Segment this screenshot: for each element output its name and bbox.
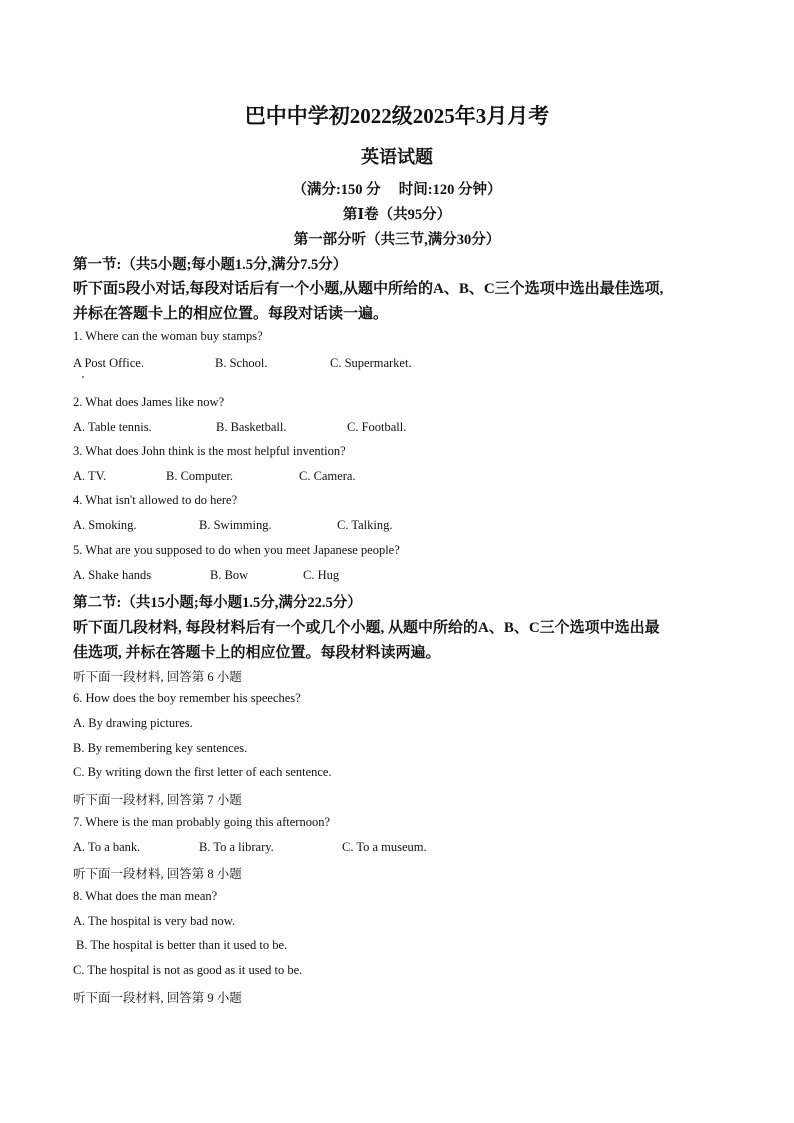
question-8-option-a: A. The hospital is very bad now. — [73, 914, 236, 928]
listening-note-8: 听下面一段材料, 回答第 8 小题 — [73, 867, 242, 881]
question-3-option-c: C. Camera. — [299, 469, 356, 483]
question-5-option-c: C. Hug — [303, 568, 340, 582]
question-6-option-c: C. By writing down the first letter of each sentence. — [73, 765, 332, 779]
question-4-option-a: A. Smoking. — [73, 518, 137, 532]
exam-title: 巴中中学初2022级2025年3月月考 — [244, 104, 550, 128]
question-1: 1. Where can the woman buy stamps? — [73, 329, 263, 343]
question-7-option-b: B. To a library. — [199, 840, 274, 854]
question-6-option-b: B. By remembering key sentences. — [73, 741, 248, 755]
stray-dot — [82, 376, 84, 378]
question-3-option-b: B. Computer. — [166, 469, 234, 483]
question-8-option-c: C. The hospital is not as good as it used to be. — [73, 963, 303, 977]
listening-note-9: 听下面一段材料, 回答第 9 小题 — [73, 991, 242, 1005]
question-7: 7. Where is the man probably going this afternoon? — [73, 815, 330, 829]
section2-instruction-line2: 佳选项, 并标在答题卡上的相应位置。每段材料读两遍。 — [73, 645, 441, 661]
part-heading: 第一部分听（共三节,满分30分） — [293, 232, 501, 248]
question-2: 2. What does James like now? — [73, 395, 225, 409]
score-time: （满分:150 分 时间:120 分钟） — [292, 182, 502, 198]
section2-heading: 第二节:（共15小题;每小题1.5分,满分22.5分） — [73, 595, 362, 611]
question-8-option-b: B. The hospital is better than it used to be. — [76, 938, 288, 952]
question-5-option-b: B. Bow — [210, 568, 249, 582]
question-3-option-a: A. TV. — [73, 469, 107, 483]
question-1-option-b: B. School. — [215, 356, 268, 370]
question-1-option-c: C. Supermarket. — [330, 356, 412, 370]
question-1-option-a: A Post Office. — [73, 356, 144, 370]
section1-instruction-line1: 听下面5段小对话,每段对话后有一个小题,从题中所给的A、B、C三个选项中选出最佳选项, — [73, 281, 664, 297]
question-2-option-a: A. Table tennis. — [73, 420, 152, 434]
question-4: 4. What isn't allowed to do here? — [73, 493, 238, 507]
question-8: 8. What does the man mean? — [73, 889, 218, 903]
question-4-option-c: C. Talking. — [337, 518, 393, 532]
exam-subject: 英语试题 — [361, 147, 433, 167]
section1-instruction-line2: 并标在答题卡上的相应位置。每段对话读一遍。 — [73, 306, 389, 322]
question-6-option-a: A. By drawing pictures. — [73, 716, 193, 730]
section2-instruction-line1: 听下面几段材料, 每段材料后有一个或几个小题, 从题中所给的A、B、C三个选项中选出最 — [73, 620, 660, 636]
question-3: 3. What does John think is the most helpful invention? — [73, 444, 346, 458]
question-2-option-c: C. Football. — [347, 420, 407, 434]
question-5: 5. What are you supposed to do when you meet Japanese people? — [73, 543, 400, 557]
volume-heading: 第Ⅰ卷（共95分） — [342, 207, 452, 223]
question-6: 6. How does the boy remember his speeches? — [73, 691, 301, 705]
question-5-option-a: A. Shake hands — [73, 568, 152, 582]
listening-note-6: 听下面一段材料, 回答第 6 小题 — [73, 670, 242, 684]
question-4-option-b: B. Swimming. — [199, 518, 272, 532]
question-7-option-c: C. To a museum. — [342, 840, 427, 854]
section1-heading: 第一节:（共5小题;每小题1.5分,满分7.5分） — [73, 257, 348, 273]
question-7-option-a: A. To a bank. — [73, 840, 141, 854]
question-2-option-b: B. Basketball. — [216, 420, 287, 434]
listening-note-7: 听下面一段材料, 回答第 7 小题 — [73, 793, 242, 807]
